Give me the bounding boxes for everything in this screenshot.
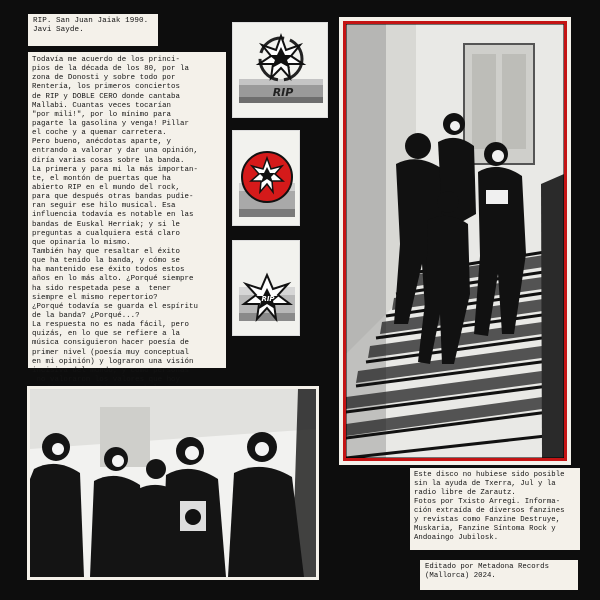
photo-caption bbox=[28, 14, 158, 46]
photo-band-portrait bbox=[27, 386, 319, 580]
caption-line-2: Javi Sayde. bbox=[33, 26, 84, 35]
publisher-text: Editado por Metadona Records (Mallorca) 2024. bbox=[420, 560, 578, 590]
rip-star-logo-icon bbox=[233, 23, 329, 119]
rip-star-logo-icon bbox=[233, 241, 301, 337]
photo-band-portrait-image bbox=[30, 389, 316, 577]
logo-1-text: RIP bbox=[272, 86, 294, 99]
photo-band-on-stairs bbox=[343, 21, 567, 461]
photo-stairs-frame bbox=[339, 17, 571, 465]
essay-text: Todavía me acuerdo de los princi- pios de la década de los 80, por la zona de Donosti y sobre todo por Rentería, los primeros conciertos de RIP y DOBLE CERO donde cantaba Mallabi. Cuantas veces tocarían "por mili!", por lo mínimo para pagarte la gasolina y venga! Pillar el coche y a quemar carretera. Pero bueno, anécdotas aparte, y entrando a valorar y dar una opinión, diría varias cosas sobre la banda. La primera y para mi la más importan- te, el montón de puertas que ha abierto RIP en el mundo del rock, para que después otras bandas pudie- ran seguir ese hilo musical. Esa influencia todavía es notable en las bandas de Euskal Herriak; y si le preguntas a cualquiera está claro que opinaría lo mismo. También hay que resaltar el éxito que ha tenido la banda, y cómo se ha mantenido ese éxito todos estos años en lo más alto. ¿Porqué siempre ha sido respetada pese a tener siempre el mismo repertorio? ¿Porqué todavía se guarda el espíritu de la banda? ¿Porqué...? La respuesta no es nada fácil, pero quizás, en lo que se refiere a la música consiguieron hacer poesía de primer nivel (poesía muy conceptual en mi opinión) y lograron una visión incisiva del mundo; y como personas no valoraron los valores que hoy bbox=[28, 52, 226, 368]
logo-3-text: RIP bbox=[261, 295, 275, 303]
logo-card-1 bbox=[232, 22, 328, 118]
caption-line-1: RIP. San Juan Jaiak 1990. bbox=[33, 17, 149, 25]
logo-card-2 bbox=[232, 130, 300, 226]
red-circle-star-logo-icon bbox=[233, 131, 301, 227]
logo-card-3 bbox=[232, 240, 300, 336]
credits-text: Este disco no hubiese sido posible sin la ayuda de Txerra, Jul y la radio libre de Zarautz. Fotos por Txisto Arregi. Informa- ción extraída de diversos fanzines y revistas como Fanzine Destruye, Muskaria, Fanzine Síntoma Rock y Andoaingo Jubilosk. bbox=[410, 468, 580, 550]
